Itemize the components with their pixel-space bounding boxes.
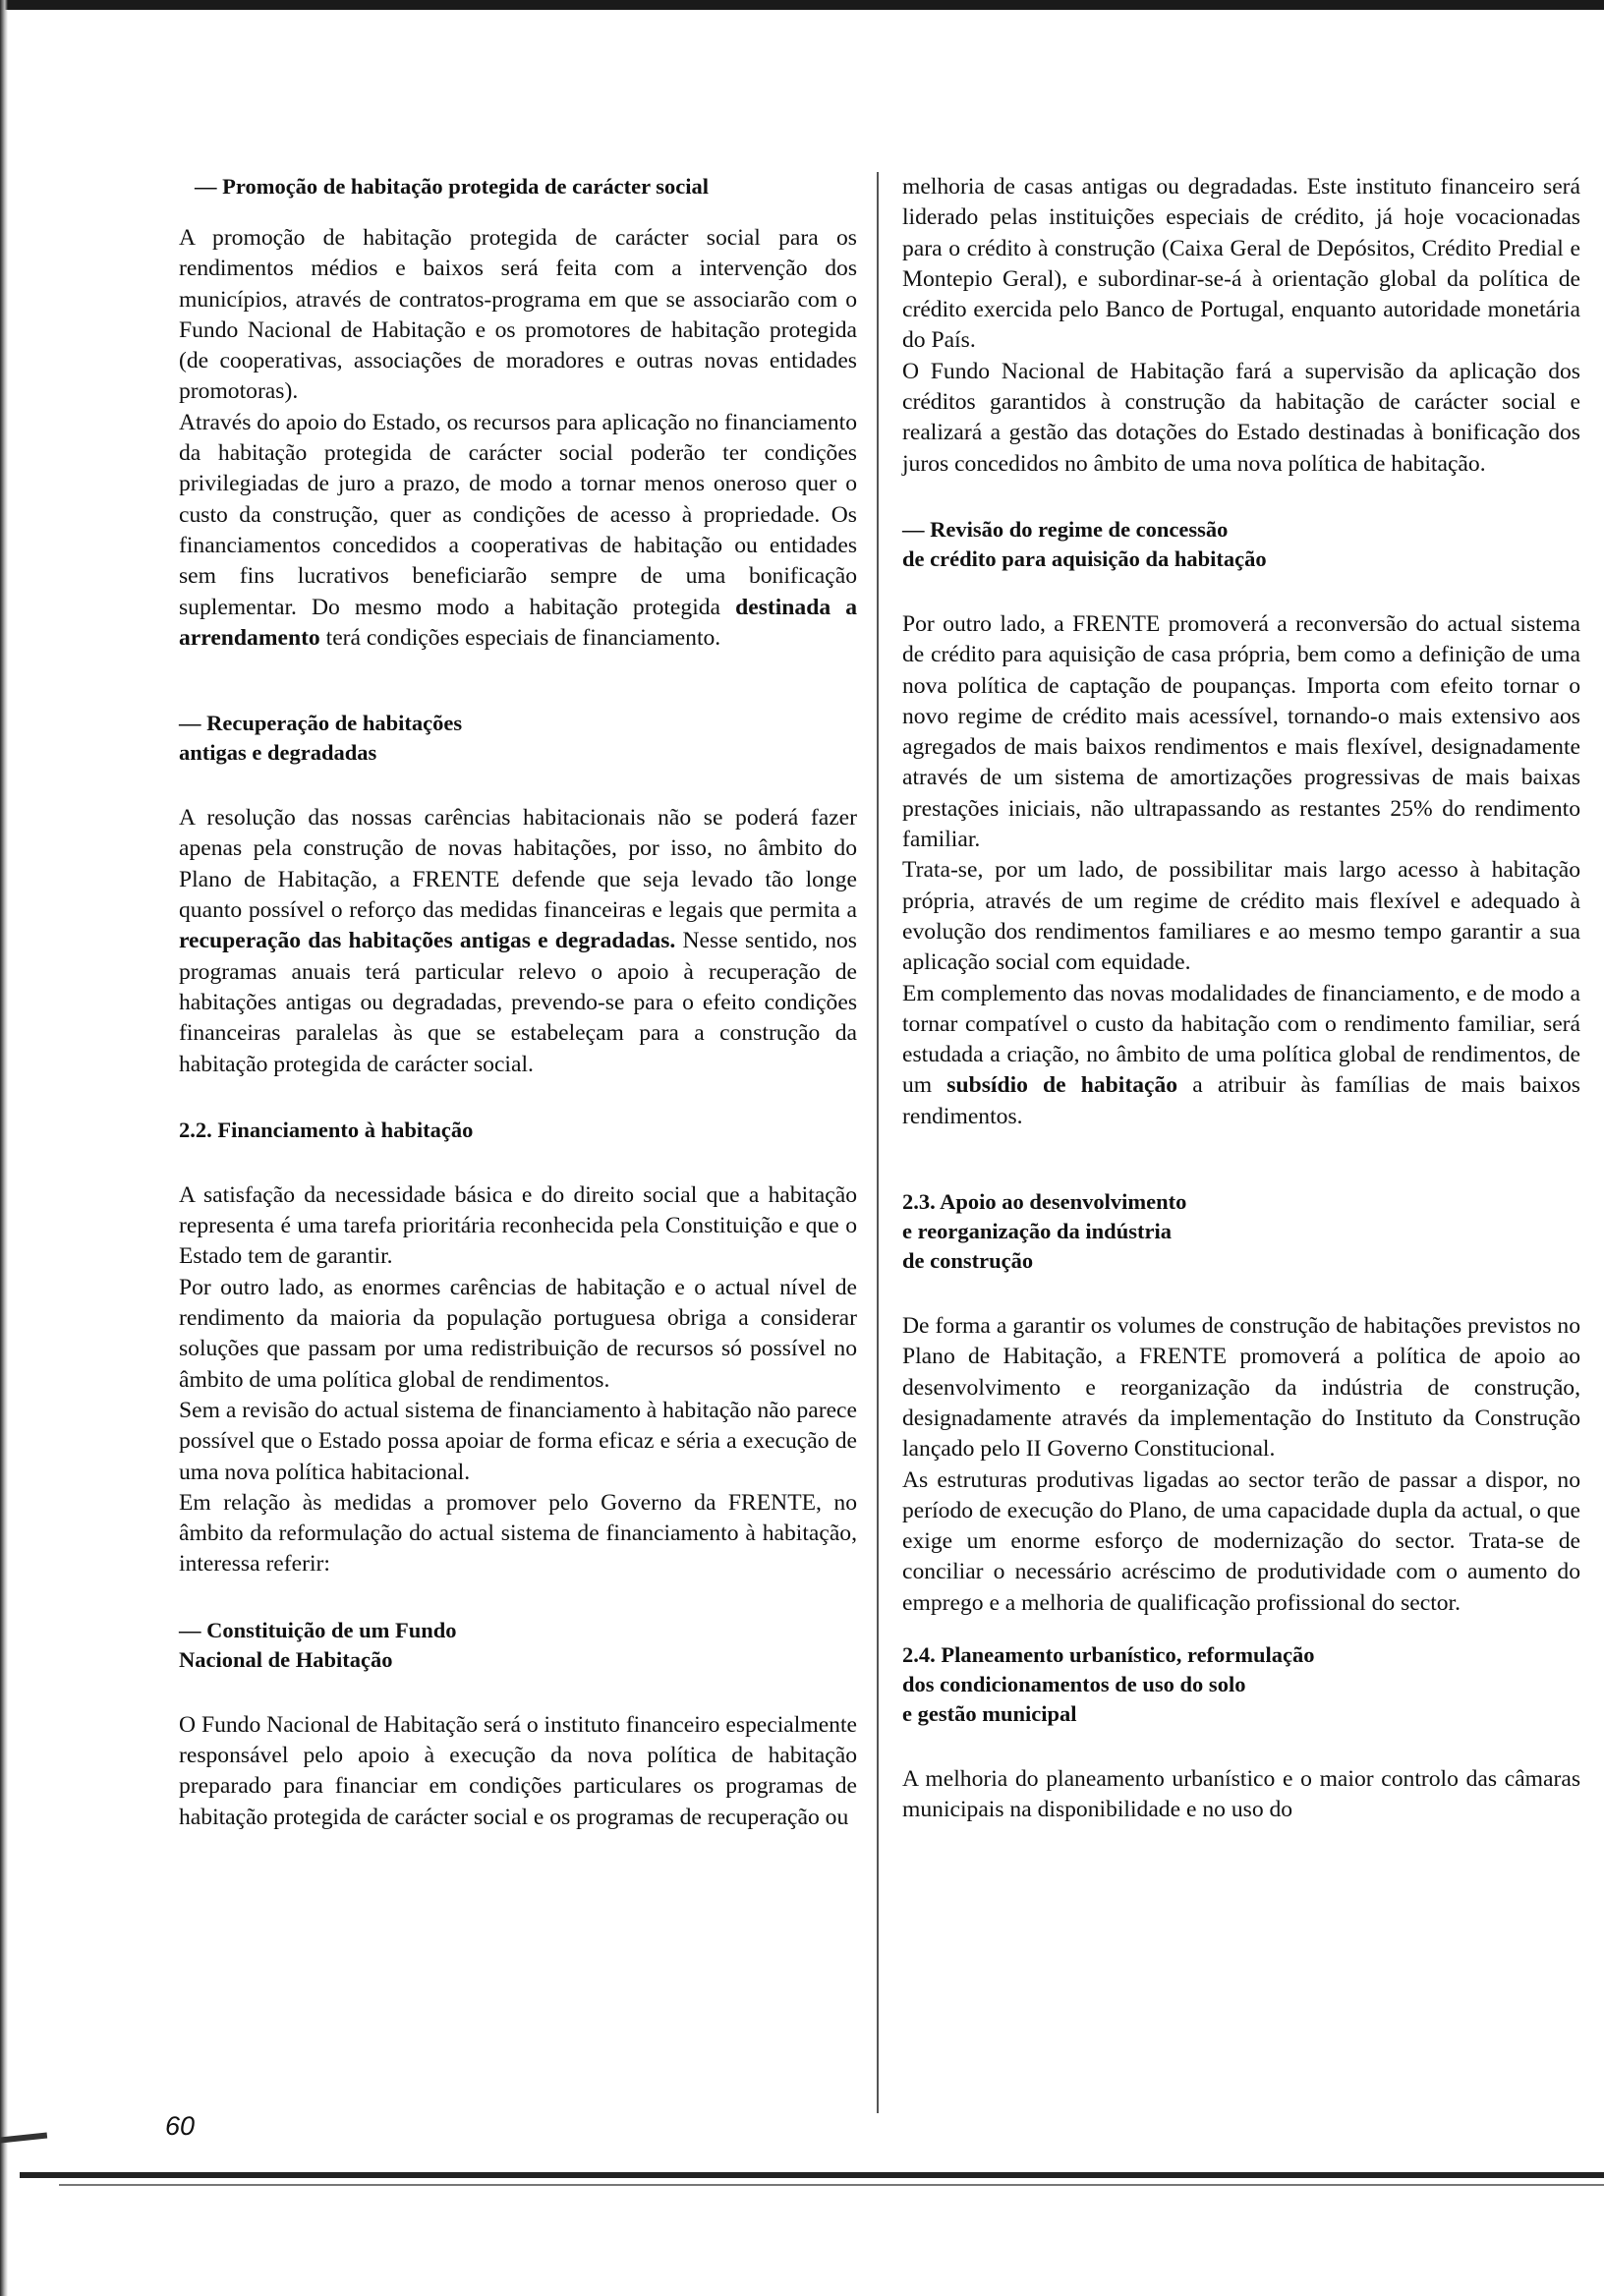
left-column — [179, 172, 857, 1833]
paragraph: A satisfação da necessidade básica e do direito social que a habitação representa é uma tarefa prioritária reconhecida pela Constituição e que o Estado tem de garantir. — [179, 1181, 857, 1270]
section-title-planeamento: 2.4. Planeamento urbanístico, reformulação dos condicionamentos de uso do solo e gestão municipal — [902, 1641, 1315, 1726]
paragraph: Em relação às medidas a promover pelo Governo da FRENTE, no âmbito da reformulação do actual sistema de financiamento à habitação, interessa referir: — [179, 1489, 857, 1578]
bold-phrase: recuperação das habitações antigas e degradadas. — [179, 928, 676, 954]
paragraph: Trata-se, por um lado, de possibilitar mais largo acesso à habitação própria, através de um regime de crédito mais flexível e adequado à evolução dos rendimentos familiares e ao mesmo tempo garantir a sua aplicação social com equidade. — [902, 857, 1580, 976]
paragraph: Em complemento das novas modalidades de financiamento, e de modo a tornar compatível o custo da habitação com o rendimento familiar, será estudada a criação, no âmbito de uma política global de rendimentos, de um subsídio de habitação a atribuir às famílias de mais baixos rendimentos. — [902, 980, 1580, 1129]
section-title-financiamento: 2.2. Financiamento à habitação — [179, 1117, 474, 1142]
bottom-rule-thin — [59, 2184, 1604, 2186]
right-column — [902, 172, 1580, 1826]
scan-edge-top — [0, 0, 1604, 10]
paragraph: A promoção de habitação protegida de carácter social para os rendimentos médios e baixos será feita com a intervenção dos municípios, através de contratos-programa em que se associarão com o Fundo Nacional de Habitação e os promotores de habitação protegida (de cooperativas, associações de moradores e outras novas entidades promotoras). — [179, 225, 857, 405]
paragraph: O Fundo Nacional de Habitação fará a supervisão da aplicação dos créditos garantidos à construção da habitação de carácter social e realizará a gestão das dotações do Estado destinadas à bonificação dos juros concedidos no âmbito de uma nova política de habitação. — [902, 358, 1580, 477]
paragraph: A resolução das nossas carências habitacionais não se poderá fazer apenas pela construção de novas habitações, por isso, no âmbito do Plano de Habitação, a FRENTE defende que seja levado tão longe quanto possível o reforço das medidas financeiras e legais que permita a recuperação das habitações antigas e degradadas. Nesse sentido, nos programas anuais terá particular relevo o apoio à recuperação de habitações antigas ou degradadas, prevendo-se para o efeito condições financeiras paralelas às que se estabeleçam para a construção da habitação protegida de carácter social. — [179, 805, 857, 1077]
section-title-apoio: 2.3. Apoio ao desenvolvimento e reorganização da indústria de construção — [902, 1189, 1187, 1274]
section-title-fundo: — Constituição de um Fundo Nacional de Habitação — [179, 1617, 457, 1672]
bottom-rule — [20, 2172, 1604, 2178]
section-title-recuperacao: — Recuperação de habitações antigas e degradadas — [179, 711, 463, 766]
section-title-promocao: — Promoção de habitação protegida de carácter social — [195, 174, 710, 199]
page-number: 60 — [165, 2111, 196, 2141]
section-title-revisao: — Revisão do regime de concessão de crédito para aquisição da habitação — [902, 516, 1267, 571]
paragraph: Através do apoio do Estado, os recursos para aplicação no financiamento da habitação protegida de carácter social poderão ter condições privilegiadas de juro a prazo, de modo a tornar menos oneroso quer o custo da construção, quer as condições de acesso à propriedade. Os financiamentos concedidos a cooperativas de habitação ou entidades sem fins lucrativos beneficiarão sempre de uma bonificação suplementar. Do mesmo modo a habitação protegida destinada a arrendamento terá condições especiais de financiamento. — [179, 409, 857, 651]
paragraph: melhoria de casas antigas ou degradadas. Este instituto financeiro será liderado pelas instituições especiais de crédito, já hoje vocacionadas para o crédito à construção (Caixa Geral de Depósitos, Crédito Predial e Montepio Geral), e subordinar-se-á à orientação global da política de crédito exercida pelo Banco de Portugal, enquanto autoridade monetária do País. — [902, 174, 1580, 354]
bold-phrase: subsídio de habitação — [946, 1072, 1178, 1099]
bold-phrase: destinada a arrendamento — [179, 594, 857, 651]
paragraph: De forma a garantir os volumes de construção de habitações previstos no Plano de Habitação, a FRENTE promoverá a política de apoio ao desenvolvimento e reorganização da indústria de construção, designadamente através da implementação do Instituto da Construção lançado pelo II Governo Constitucional. — [902, 1313, 1580, 1463]
paragraph: A melhoria do planeamento urbanístico e o maior controlo das câmaras municipais na disponibilidade e no uso do — [902, 1765, 1580, 1823]
paragraph: Por outro lado, a FRENTE promoverá a reconversão do actual sistema de crédito para aquisição de casa própria, bem como a definição de uma nova política de captação de poupanças. Importa com efeito tornar o novo regime de crédito mais acessível, tornando-o mais extensivo aos agregados de mais baixos rendimentos e mais flexível, designadamente através de um sistema de amortizações progressivas de mais baixas prestações iniciais, não ultrapassando as restantes 25% do rendimento familiar. — [902, 610, 1580, 853]
column-divider — [877, 172, 879, 2113]
paragraph: As estruturas produtivas ligadas ao sector terão de passar a dispor, no período de execução do Plano, de uma capacidade dupla da actual, o que exige um enorme esforço de modernização do sector. Trata-se de conciliar o necessário acréscimo de produtividade com o aumento do emprego e a melhoria de qualificação profissional do sector. — [902, 1466, 1580, 1616]
paragraph: Por outro lado, as enormes carências de habitação e o actual nível de rendimento da maioria da população portuguesa obriga a considerar soluções que passam por uma redistribuição de recursos só possível no âmbito de uma política global de rendimentos. — [179, 1274, 857, 1393]
paragraph: O Fundo Nacional de Habitação será o instituto financeiro especialmente responsável pelo apoio à execução da nova política de habitação preparado para financiar em condições particulares os programas de habitação protegida de carácter social e os programas de recuperação ou — [179, 1711, 857, 1830]
paragraph: Sem a revisão do actual sistema de financiamento à habitação não parece possível que o Estado possa apoiar de forma eficaz e séria a execução de uma nova política habitacional. — [179, 1397, 857, 1485]
scan-edge-left — [0, 0, 8, 2296]
